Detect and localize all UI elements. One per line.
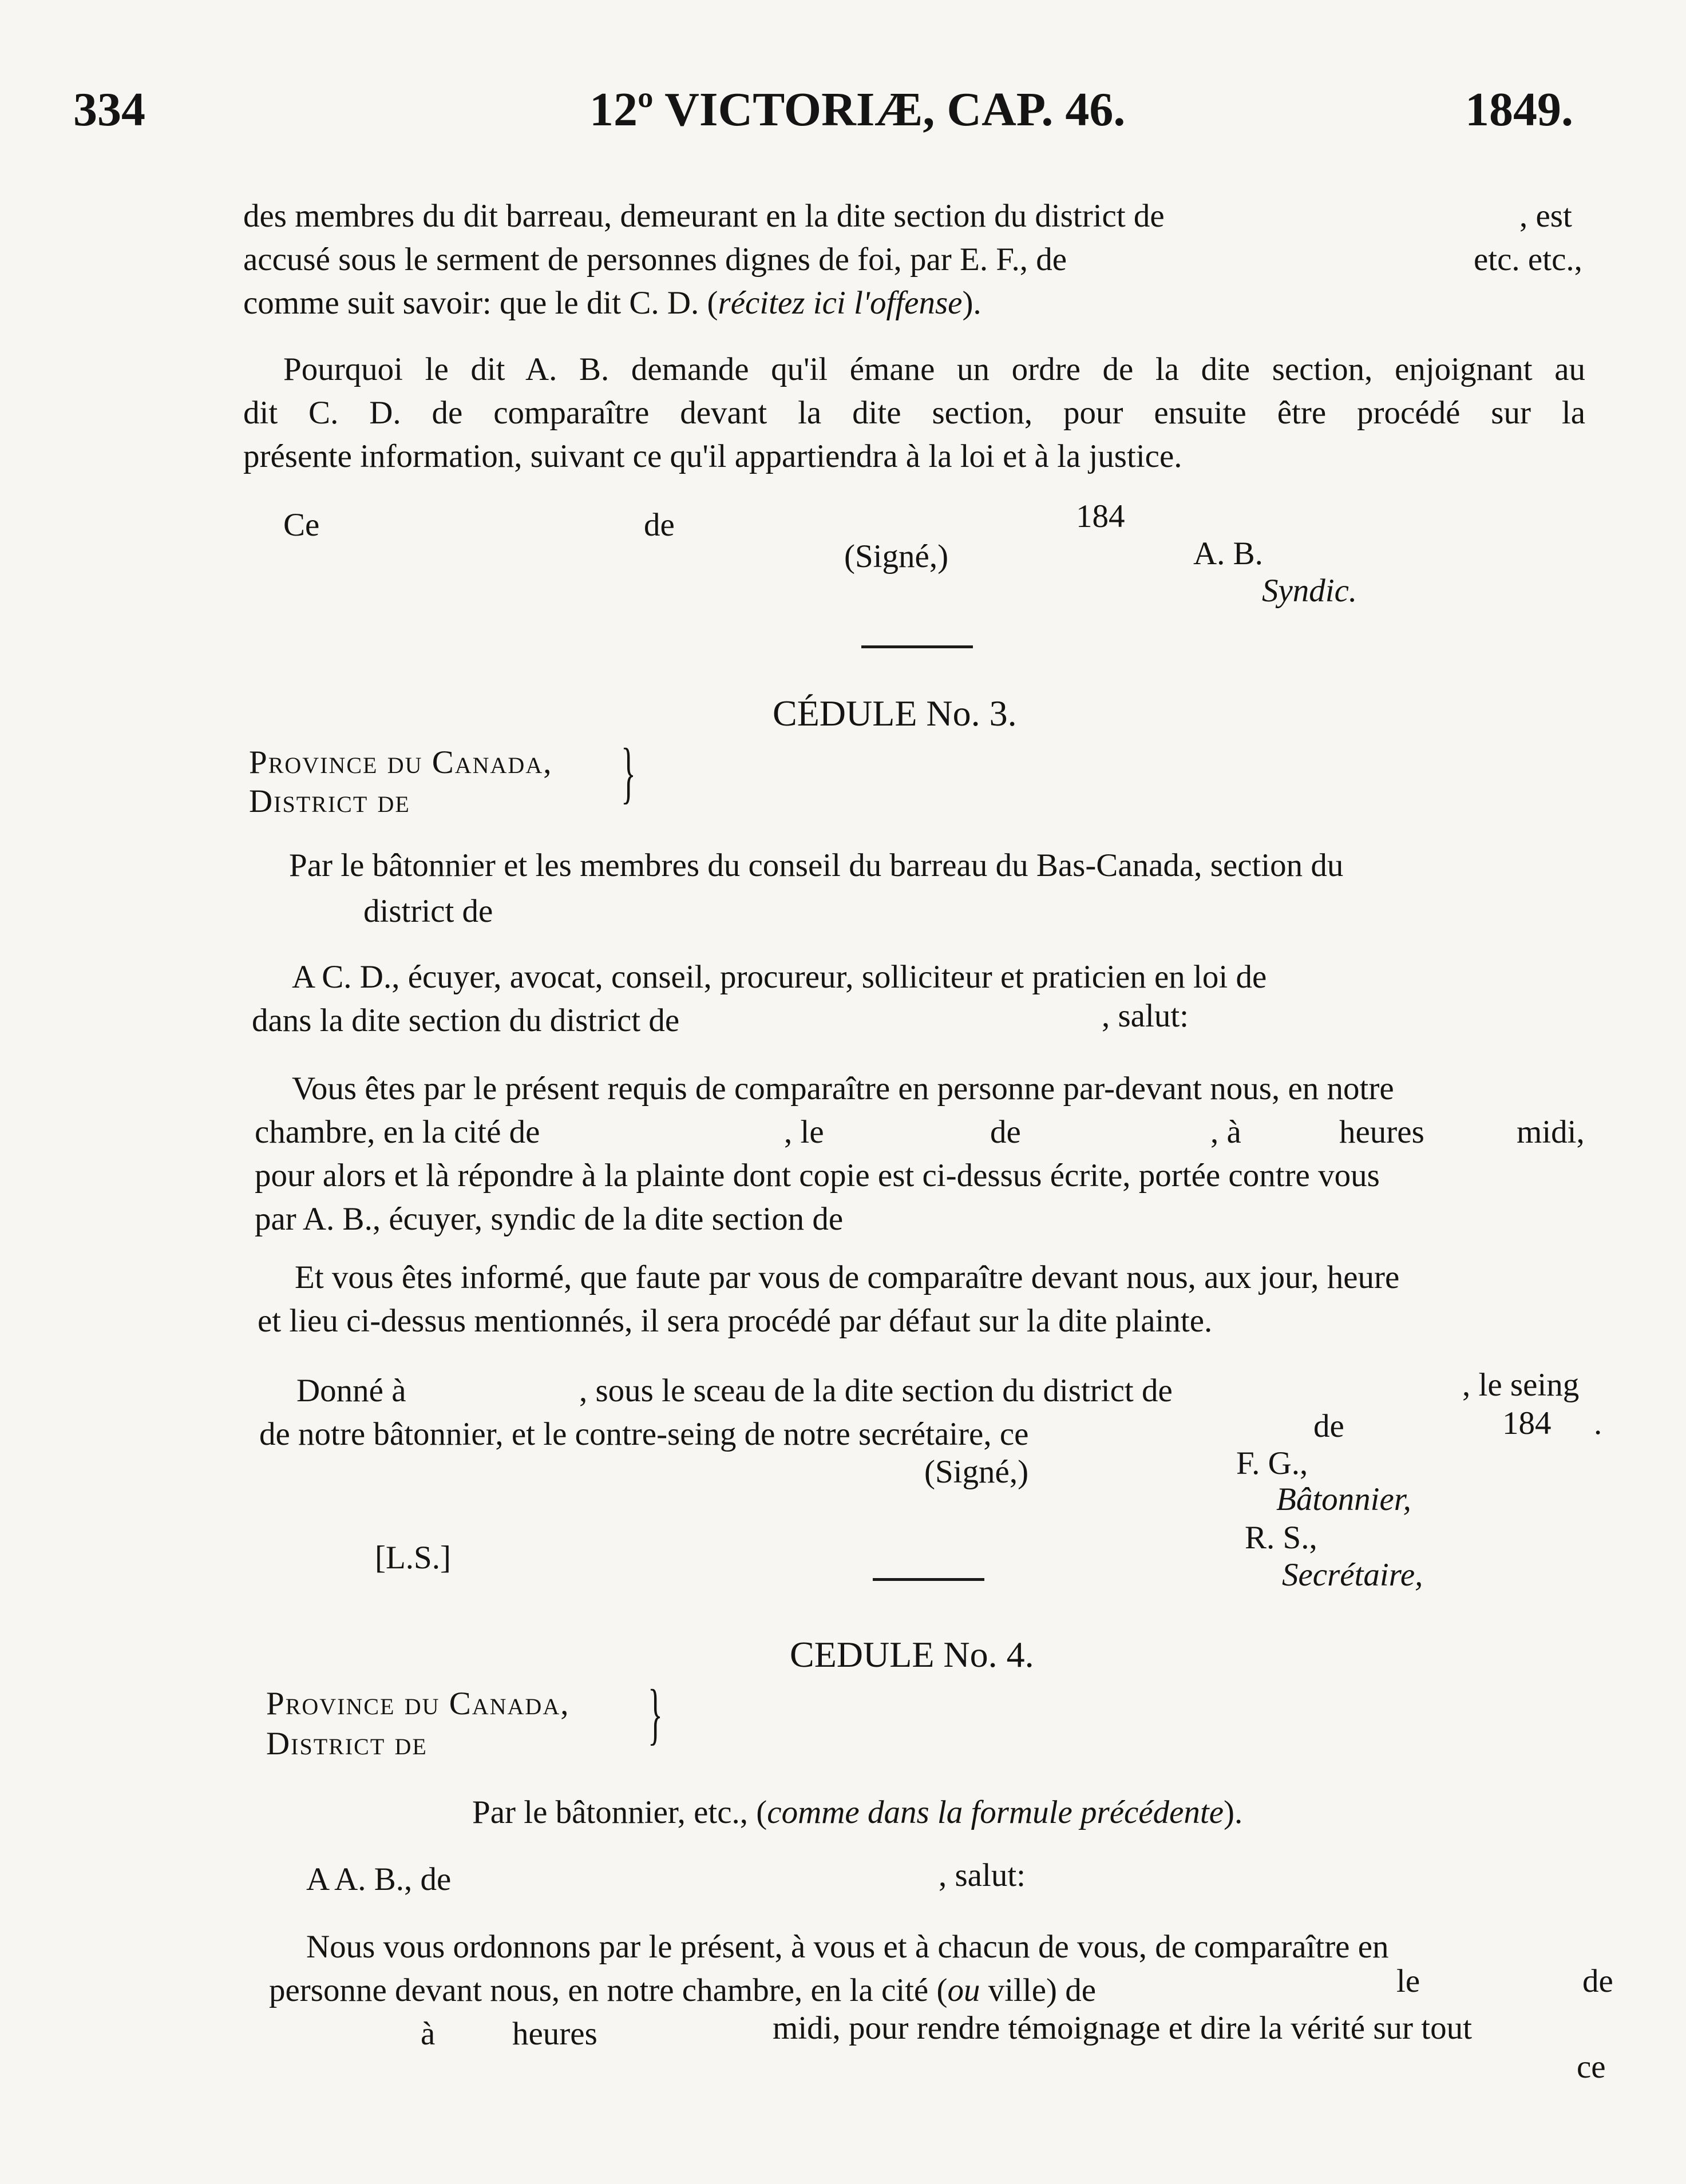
s3-fg: F. G., [1236,1445,1308,1481]
s3-signe: (Signé,) [924,1454,1029,1490]
s3-vous-line-2f: midi, [1517,1114,1585,1150]
page-number: 334 [73,83,145,136]
s3-donne-line-1a: Donné à [296,1373,406,1409]
s4-nous-line-4: ce [1577,2049,1606,2085]
intro-line-2b: etc. etc., [1474,241,1582,278]
brace-icon: } [648,1675,663,1751]
s3-rs-role: Secrétaire, [1282,1557,1423,1593]
s3-et-line-1: Et vous êtes informé, que faute par vous de comparaître devant nous, aux jour, heure [295,1259,1400,1295]
s4-nous-line-2d: de [1582,1963,1613,1999]
s3-vous-line-2b: , le [784,1114,824,1150]
schedule-3-province: Province du Canada, [249,744,553,780]
s3-donne-line-2c: 184 [1502,1405,1552,1441]
s3-donne-line-1b: , sous le sceau de la dite section du district de [579,1373,1173,1409]
s3-fg-role: Bâtonnier, [1276,1481,1411,1517]
sig1-year: 184 [1076,498,1125,534]
section-divider [861,645,973,648]
s3-acd-line-2b: , salut: [1102,998,1189,1034]
s3-donne-line-2b: de [1313,1408,1344,1444]
page-year: 1849. [1465,83,1573,136]
sig1-signe: (Signé,) [844,538,949,574]
s4-nous-line-3a: à [421,2016,436,2052]
pourquoi-paragraph: Pourquoi le dit A. B. demande qu'il émane un ordre de la dite section, enjoignant au dit C. D. de comparaître devant la dite section, pour ensuite être procédé sur la présente information, suivant ce qu'il appartiendra à la loi et à la justice. [243,351,1585,474]
s4-aab-a: A A. B., de [306,1861,452,1897]
schedule-4-province: Province du Canada, [266,1686,570,1722]
sig1-ce: Ce [283,507,320,543]
intro-line-3: comme suit savoir: que le dit C. D. (récitez ici l'offense). [243,285,981,321]
intro-line-1a: des membres du dit barreau, demeurant en la dite section du district de [243,198,1165,234]
page-title: 12º VICTORIÆ, CAP. 46. [589,83,1126,136]
s3-vous-line-1: Vous êtes par le présent requis de comparaître en personne par-devant nous, en notre [292,1071,1394,1107]
section-divider [873,1578,984,1581]
s3-donne-line-2d: . [1594,1405,1602,1441]
s3-vous-line-4: par A. B., écuyer, syndic de la dite section de [255,1201,844,1237]
s3-vous-line-2a: chambre, en la cité de [255,1114,540,1150]
schedule-3-title: CÉDULE No. 3. [773,693,1017,734]
sig1-role: Syndic. [1262,573,1357,609]
s3-acd-line-2a: dans la dite section du district de [252,1002,680,1039]
schedule-4-title: CEDULE No. 4. [790,1634,1034,1675]
s4-nous-line-3c: midi, pour rendre témoignage et dire la vérité sur tout [773,2010,1472,2046]
s3-et-line-2: et lieu ci-dessus mentionnés, il sera procédé par défaut sur la dite plainte. [258,1303,1213,1339]
s3-acd-line-1: A C. D., écuyer, avocat, conseil, procureur, solliciteur et praticien en loi de [292,959,1267,995]
s4-nous-line-3b: heures [512,2016,597,2052]
s3-donne-line-2a: de notre bâtonnier, et le contre-seing de notre secrétaire, ce [259,1416,1029,1452]
s4-nous-line-1: Nous vous ordonnons par le présent, à vous et à chacun de vous, de comparaître en [306,1929,1389,1965]
sig1-de: de [644,507,675,543]
sig1-name: A. B. [1193,536,1263,572]
schedule-4-district: District de [266,1726,428,1762]
brace-icon: } [621,734,636,810]
s4-nous-line-2a: personne devant nous, en notre chambre, en la cité (ou ville) de [269,1972,1097,2008]
s3-vous-line-2c: de [990,1114,1021,1150]
s4-nous-line-2c: le [1396,1963,1420,1999]
s3-vous-line-2e: heures [1339,1114,1424,1150]
intro-line-2a: accusé sous le serment de personnes dignes de foi, par E. F., de [243,241,1067,278]
s4-par-line: Par le bâtonnier, etc., (comme dans la formule précédente). [472,1794,1243,1830]
s3-seal: [L.S.] [375,1540,451,1576]
s3-vous-line-2d: , à [1210,1114,1241,1150]
s3-par-line-1: Par le bâtonnier et les membres du conseil du barreau du Bas-Canada, section du [289,847,1344,883]
s3-donne-line-1c: , le seing [1462,1367,1580,1403]
s3-par-line-2: district de [363,893,493,929]
schedule-3-district: District de [249,783,410,819]
intro-line-1b: , est [1519,198,1572,234]
s4-aab-b: , salut: [939,1857,1026,1893]
s3-rs: R. S., [1245,1520,1317,1556]
s3-vous-line-3: pour alors et là répondre à la plainte dont copie est ci-dessus écrite, portée contre vous [255,1158,1380,1194]
